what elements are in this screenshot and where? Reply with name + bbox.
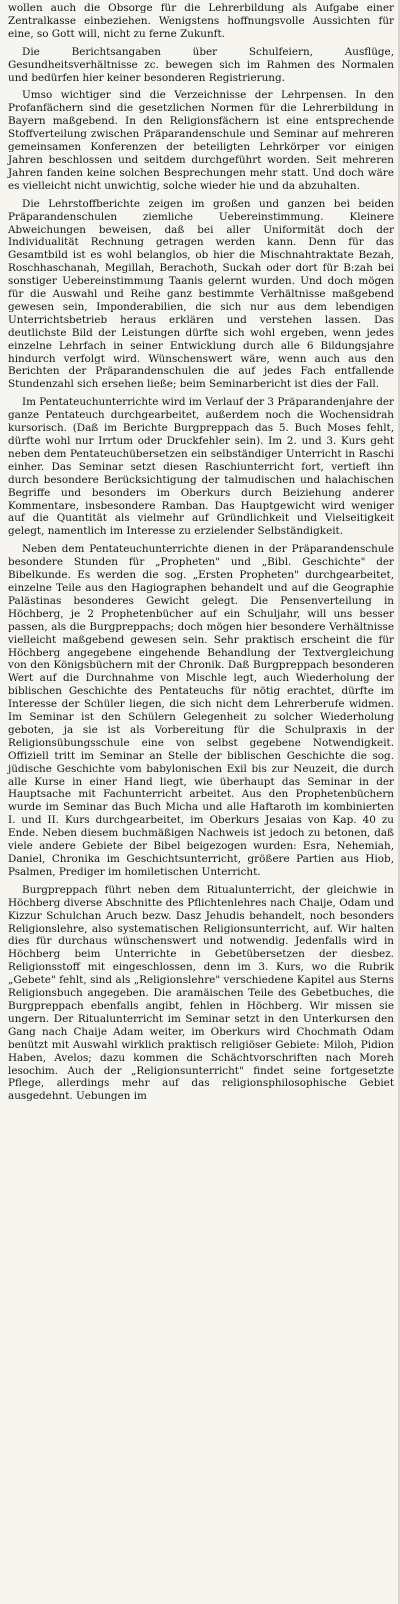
- article-paragraph-4: Die Lehrstoffberichte zeigen im großen und ganzen bei beiden Präparandenschulen ziemliche Uebereinstimmung. Kleinere Abweichungen beweisen, daß bei aller Uniformität doch der Individualität Rechnung getragen werden kann. Denn für das Gesamtbild ist es wohl belanglos, ob hier die Mischnahtraktate Bezah, Roschhaschanah, Megillah, Berachoth, Suckah oder dort für B:zah bei sonstiger Uebereinstimmung Taanis gelernt wurden. Und doch mögen für die Auswahl und Reihe ganz bestimmte Verhältnisse maßgebend gewesen sein, Imponderabilien, die sich nur aus dem lebendigen Unterrichtsbetrieb heraus erklären und verstehen lassen. Das deutlichste Bild der Leistungen dürfte sich wohl ergeben, wenn jedes einzelne Lehrfach in seiner Entwicklung durch alle 6 Bildungsjahre hindurch verfolgt wird. Wünschenswert wäre, wenn auch aus den Berichten der Präparandenschulen die auf jedes Fach entfallende Stundenzahl sich ersehen ließe; beim Seminarbericht ist dies der Fall.: [8, 197, 394, 391]
- article-paragraph-7: Burgpreppach führt neben dem Ritualunterricht, der gleichwie in Höchberg diverse Abschnitte des Pflichtenlehres nach Chaije, Odam und Kizzur Schulchan Aruch bezw. Dasz Jehudis behandelt, noch besonders Religionslehre, also systematischen Religionsunterricht, auf. Wir halten dies für durchaus wünschenswert und notwendig. Jedenfalls wird in Höchberg beim Unterrichte in Gebetübersetzen der diesbez. Religionsstoff mit eingeschlossen, denn im 3. Kurs, wo die Rubrik „Gebete" fehlt, sind als „Religionslehre" verschiedene Kapitel aus Sterns Religionsbuch angegeben. Die aramäischen Teile des Gebetbuches, die Burgpreppach ebenfalls angibt, fehlen in Höchberg. Wir missen sie ungern. Der Ritualunterricht im Seminar setzt in den Unterkursen den Gang nach Chaije Adam weiter, im Oberkurs wird Chochmath Odam benützt mit Auswahl wirklich praktisch religiöser Gebiete: Miloh, Pidion Haben, Avelos; dazu kommen die Schächtvorschriften nach Moreh lesochim. Auch der „Religionsunterricht" findet seine fortgesetzte Pflege, allerdings mehr auf das religionsphilosophische Gebiet ausgedehnt. Uebungen im: [8, 883, 394, 1103]
- article-paragraph-5: Im Pentateuchunterrichte wird im Verlauf der 3 Präparandenjahre der ganze Pentateuch durchgearbeitet, außerdem noch die Wochensidrah kursorisch. (Daß im Berichte Burgpreppach das 5. Buch Moses fehlt, dürfte wohl nur Irrtum oder Druckfehler sein). Im 2. und 3. Kurs geht neben dem Pentateuchübersetzen ein selbständiger Unterricht in Raschi einher. Das Seminar setzt diesen Raschiunterricht fort, vertieft ihn durch besondere Berücksichtigung der talmudischen und halachischen Begriffe und besonders im Oberkurs durch Beiziehung anderer Kommentare, insbesondere Ramban. Das Hauptgewicht wird weniger auf die Quantität als vielmehr auf Gründlichkeit und Vielseitigkeit gelegt, namentlich im Interesse zu erzielender Selbständigkeit.: [8, 396, 394, 538]
- article-paragraph-3: Umso wichtiger sind die Verzeichnisse der Lehrpensen. In den Profanfächern sind die gesetzlichen Normen für die Lehrerbildung in Bayern maßgebend. In den Religionsfächern ist eine entsprechende Stoffverteilung zwischen Präparandenschule und Seminar auf mehreren gemeinsamen Konferenzen der beteiligten Lehrkörper vor einigen Jahren beschlossen und seitdem durchgeführt worden. Seit mehreren Jahren fanden keine solchen Besprechungen mehr statt. Und doch wäre es vielleicht nicht unwichtig, solche wieder hie und da abzuhalten.: [8, 89, 394, 192]
- article-paragraph-6: Neben dem Pentateuchunterrichte dienen in der Präparandenschule besondere Stunden für „Propheten" und „Bibl. Geschichte" der Bibelkunde. Es werden die sog. „Ersten Propheten" durchgearbeitet, einzelne Teile aus den Hagiographen behandelt und auf die Geographie Palästinas besonderes Gewicht gelegt. Die Pensenverteilung in Höchberg, je 2 Prophetenbücher auf ein Schuljahr, will uns besser passen, als die Burgpreppachs; doch mögen hier besondere Verhältnisse vielleicht maßgebend gewesen sein. Sehr praktisch erscheint die für Höchberg angegebene eingehende Behandlung der Textvergleichung von den Königsbüchern mit der Chronik. Daß Burgpreppach besonderen Wert auf die Durchnahme von Mischle legt, auch Wiederholung der biblischen Geschichte des Pentateuchs für nötig erachtet, dürfte im Interesse der Schüler liegen, die sich nicht dem Lehrerberufe widmen. Im Seminar ist den Schülern Gelegenheit zu solcher Wiederholung geboten, ja sie ist als Vorbereitung für die Schulpraxis in der Religionsübungsschule eine von selbst gegebene Notwendigkeit. Offiziell tritt im Seminar an Stelle der biblischen Geschichte die sog. jüdische Geschichte vom babylonischen Exil bis zur Neuzeit, die durch alle Kurse in einer Hand liegt, wie überhaupt das Seminar in der Hauptsache mit Fachunterricht arbeitet. Aus den Prophetenbüchern wurde im Seminar das Buch Micha und alle Haftaroth im kombinierten I. und II. Kurs durchgearbeitet, im Oberkurs Jesaias von Kap. 40 zu Ende. Neben diesem buchmäßigen Nachweis ist jedoch zu betonen, daß viele andere Gebiete der Bibel beigezogen wurden: Esra, Nehemiah, Daniel, Chronika im Geschichtsunterricht, größere Partien aus Hiob, Psalmen, Prediger im homiletischen Unterricht.: [8, 543, 394, 878]
- article-paragraph-1: wollen auch die Obsorge für die Lehrerbildung als Aufgabe einer Zentralkasse einbeziehen. Wenigstens hoffnungsvolle Aussichten für eine, so Gott will, nicht zu ferne Zukunft.: [8, 2, 394, 40]
- article-paragraph-2: Die Berichtsangaben über Schulfeiern, Ausflüge, Gesundheitsverhältnisse zc. bewegen sich im Rahmen des Normalen und bedürfen hier keiner besonderen Registrierung.: [8, 45, 394, 84]
